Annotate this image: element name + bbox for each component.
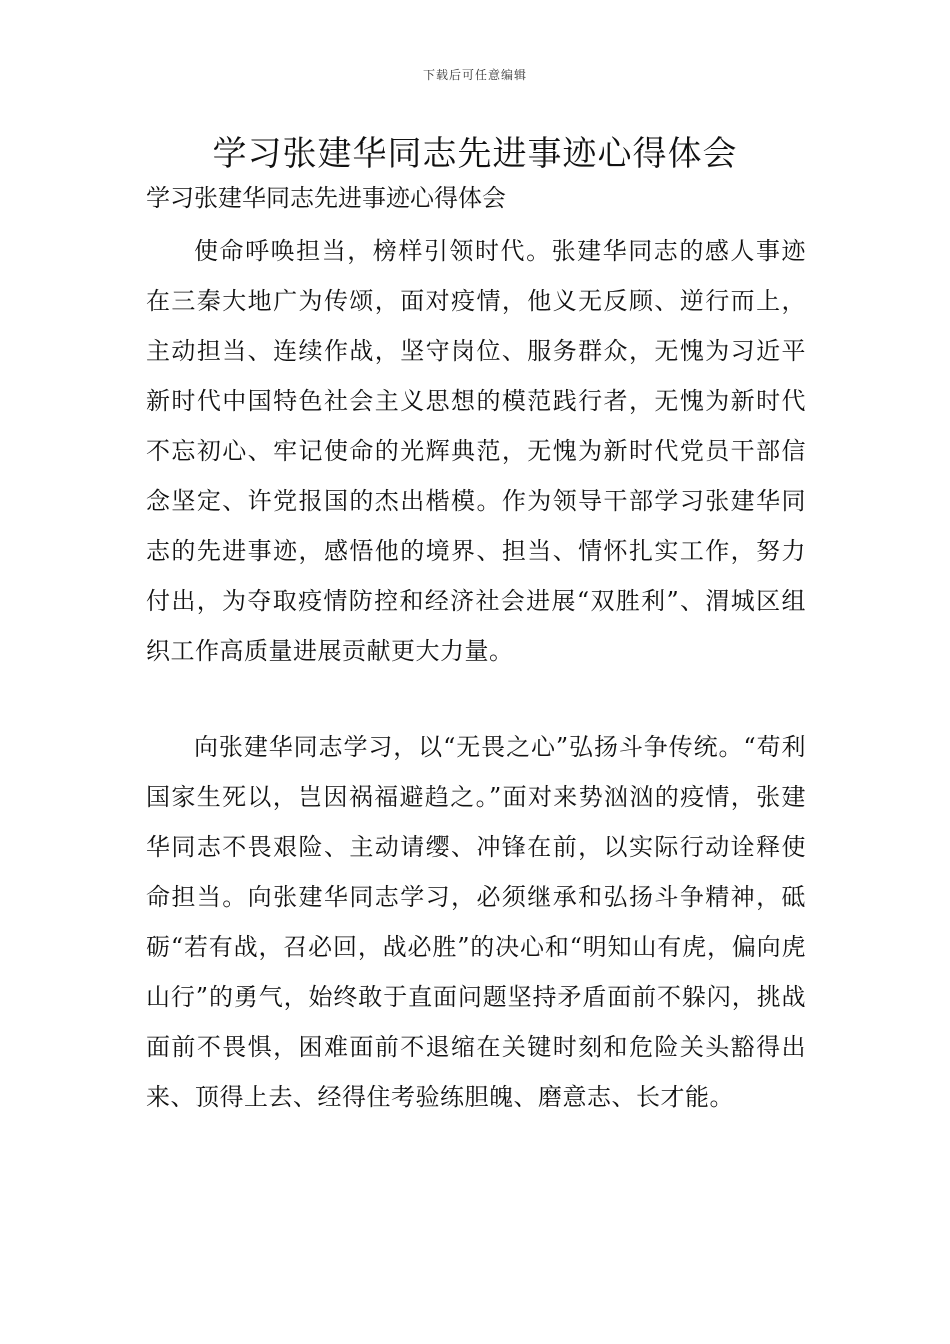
- paragraph-2: 向张建华同志学习，以“无畏之心”弘扬斗争传统。“苟利国家生死以，岂因祸福避趋之。”面对来势汹汹的疫情，张建华同志不畏艰险、主动请缨、冲锋在前，以实际行动诠释使命担当。向张建华同志学习，必须继承和弘扬斗争精神，砥砺“若有战，召必回，战必胜”的决心和“明知山有虎，偏向虎山行”的勇气，始终敢于直面问题坚持矛盾面前不躲闪，挑战面前不畏惧，困难面前不退缩在关键时刻和危险关头豁得出来、顶得上去、经得住考验练胆魄、磨意志、长才能。: [146, 733, 806, 1111]
- document-subtitle: 学习张建华同志先进事迹心得体会: [146, 184, 506, 212]
- paragraph-1: 使命呼唤担当，榜样引领时代。张建华同志的感人事迹在三秦大地广为传颂，面对疫情，他义无反顾、逆行而上，主动担当、连续作战，坚守岗位、服务群众，无愧为习近平新时代中国特色社会主义思想的模范践行者，无愧为新时代不忘初心、牢记使命的光辉典范，无愧为新时代党员干部信念坚定、许党报国的杰出楷模。作为领导干部学习张建华同志的先进事迹，感悟他的境界、担当、情怀扎实工作，努力付出，为夺取疫情防控和经济社会进展“双胜利”、渭城区组织工作高质量进展贡献更大力量。: [146, 237, 806, 665]
- paragraph-block-2: [146, 722, 806, 1122]
- header-note: 下载后可任意编辑: [422, 68, 527, 82]
- document-title: 学习张建华同志先进事迹心得体会: [212, 134, 738, 174]
- paragraph-block-1: [146, 226, 806, 676]
